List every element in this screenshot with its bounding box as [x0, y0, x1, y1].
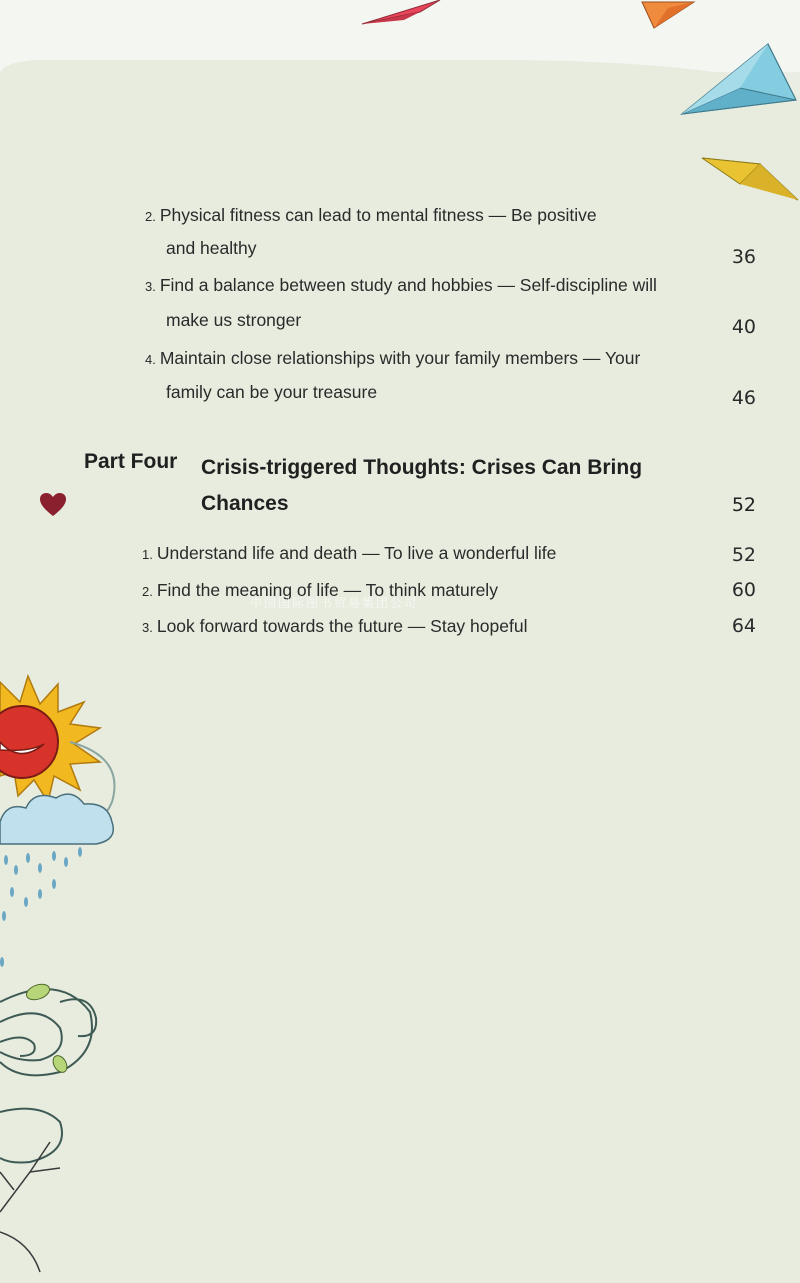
part-title-line: Chances — [201, 492, 289, 515]
part-title — [201, 450, 691, 522]
paper-plane-icon — [700, 144, 800, 204]
sun-icon — [0, 676, 100, 802]
heart-icon — [39, 492, 67, 518]
toc-entry[interactable] — [0, 341, 800, 421]
part-label: Part Four — [84, 450, 178, 473]
paper-plane-icon — [638, 0, 698, 30]
page-number: 64 — [731, 615, 756, 637]
weather-illustration — [0, 672, 135, 1282]
entry-title-continued: family can be your treasure — [166, 382, 378, 402]
entry-title: Find a balance between study and hobbies — Self-discipline will — [159, 275, 657, 295]
toc-entry[interactable] — [0, 198, 800, 278]
page-number: 52 — [731, 494, 756, 516]
part-title-line: Crisis-triggered Thoughts: Crises Can Bring — [201, 456, 643, 479]
entry-number: 4. — [145, 352, 156, 367]
page-number: 60 — [731, 579, 756, 601]
wind-swirl-icon — [0, 989, 96, 1162]
entry-title-continued: and healthy — [166, 238, 257, 258]
toc-entry[interactable] — [0, 536, 800, 572]
watermark: 中国国际图书贸易集团公司 — [250, 596, 419, 610]
paper-plane-icon — [680, 40, 800, 120]
entry-number: 1. — [142, 547, 153, 562]
entry-title: Physical fitness can lead to mental fitness — Be positive — [159, 205, 597, 225]
rain-icon — [0, 847, 82, 967]
entry-number: 2. — [145, 209, 156, 224]
page-number: 52 — [731, 544, 756, 566]
paper-plane-icon — [360, 0, 450, 30]
toc-entry[interactable] — [0, 268, 800, 348]
page-number: 46 — [731, 387, 756, 409]
entry-title: Look forward towards the future — Stay hopeful — [156, 616, 528, 636]
entry-number: 3. — [142, 620, 153, 635]
entry-title: Understand life and death — To live a wonderful life — [156, 543, 557, 563]
entry-title: Find the meaning of life — To think maturely — [156, 580, 498, 600]
cloud-icon — [0, 794, 113, 844]
page-number: 36 — [731, 246, 756, 268]
page-number: 40 — [731, 316, 756, 338]
entry-title-continued: make us stronger — [166, 310, 302, 330]
entry-number: 3. — [145, 279, 156, 294]
entry-title: Maintain close relationships with your family members — Your — [159, 348, 641, 368]
toc-entry[interactable] — [0, 609, 800, 645]
entry-number: 2. — [142, 584, 153, 599]
